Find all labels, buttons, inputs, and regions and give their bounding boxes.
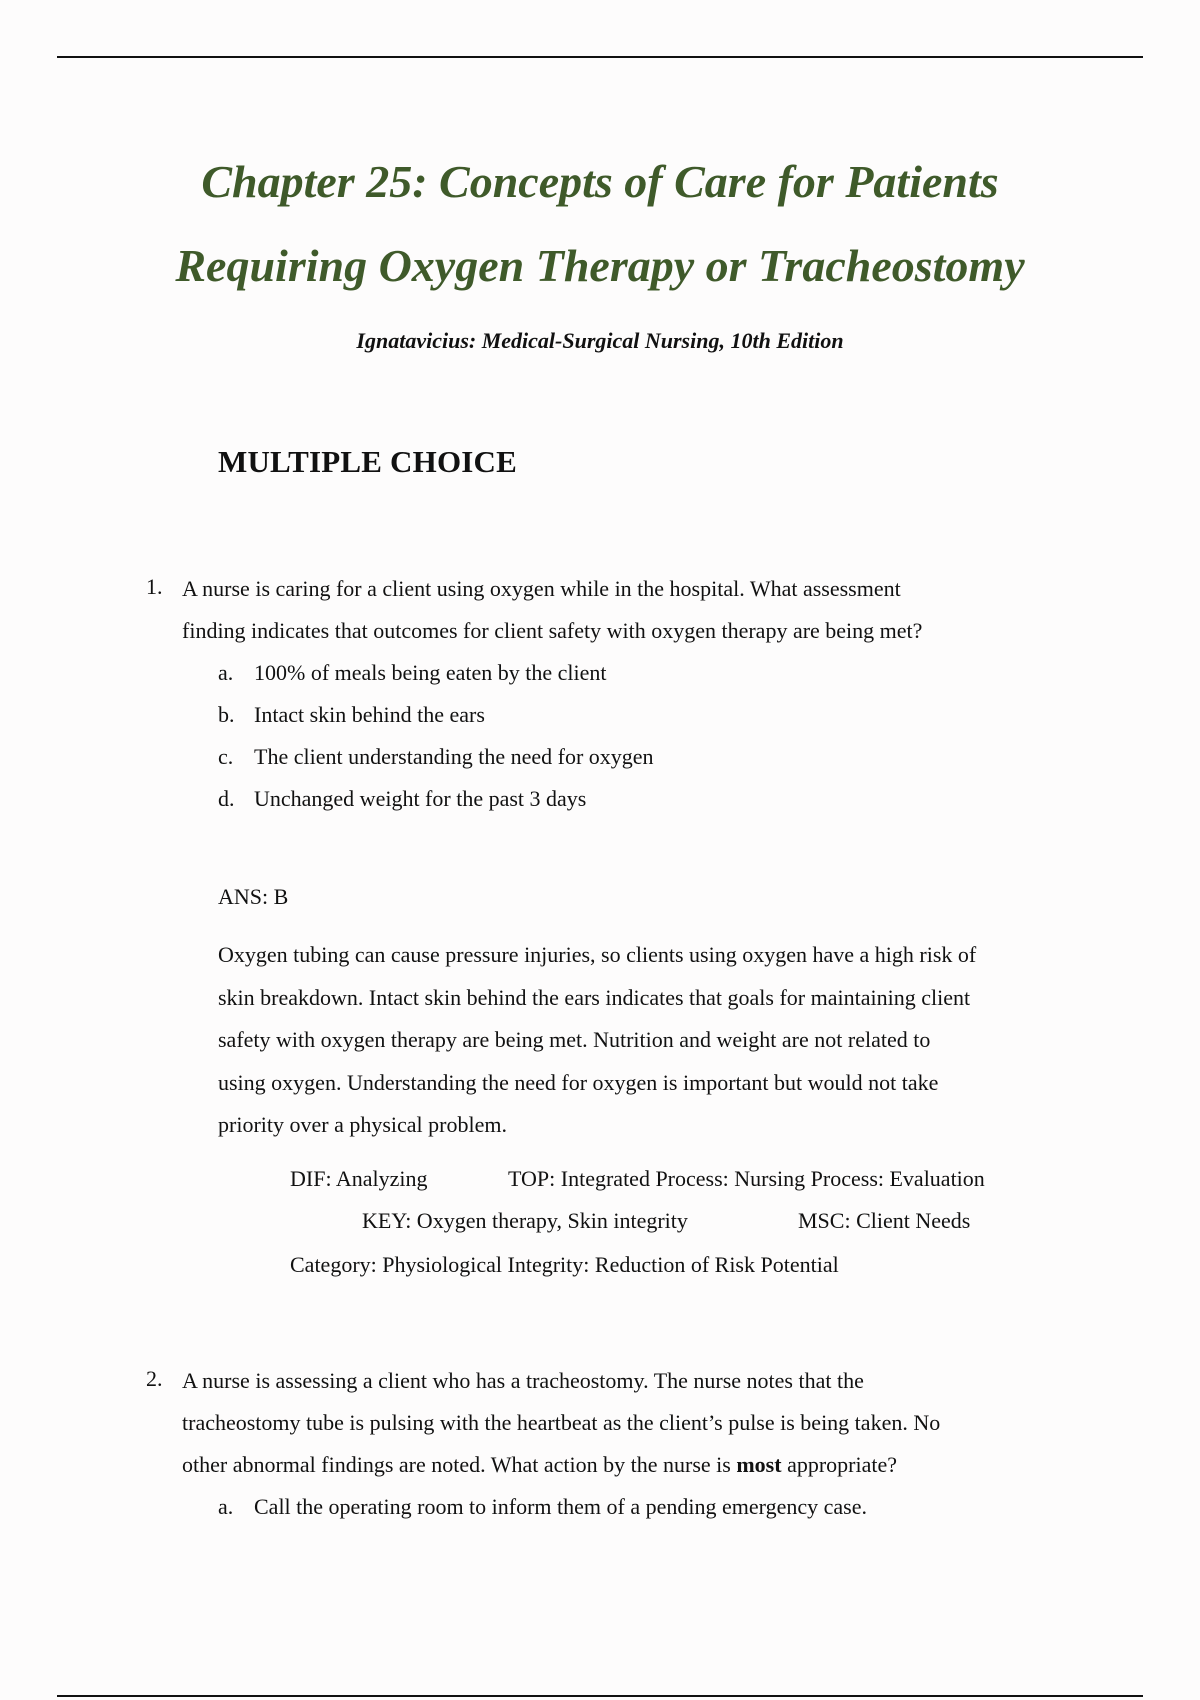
option-text: 100% of meals being eaten by the client — [254, 660, 607, 685]
option-letter: a. — [218, 660, 234, 685]
option-text: Unchanged weight for the past 3 days — [254, 786, 587, 811]
question-2-option-a — [218, 1486, 867, 1528]
rationale-line: priority over a physical problem. — [218, 1112, 507, 1137]
chapter-title — [0, 140, 1200, 308]
option-text: Intact skin behind the ears — [254, 702, 485, 727]
question-2-number: 2. — [146, 1366, 163, 1391]
option-letter: b. — [218, 702, 235, 727]
question-1-number: 1. — [146, 574, 163, 599]
option-letter: d. — [218, 786, 235, 811]
stem-text: other abnormal findings are noted. What action by the nurse is — [182, 1452, 737, 1477]
option-letter: c. — [218, 744, 234, 769]
option-text: Call the operating room to inform them of a pending emergency case. — [254, 1494, 867, 1519]
chapter-title-line-1: Chapter 25: Concepts of Care for Patients — [201, 156, 999, 207]
bottom-rule — [57, 1695, 1143, 1697]
question-1-option-d — [218, 778, 586, 820]
option-text: The client understanding the need for oxygen — [254, 744, 654, 769]
question-1-category: Category: Physiological Integrity: Reduction of Risk Potential — [290, 1252, 839, 1277]
option-letter: a. — [218, 1494, 234, 1519]
question-2-stem-line-2: tracheostomy tube is pulsing with the heartbeat as the client’s pulse is being taken. No — [182, 1410, 941, 1435]
rationale-line: skin breakdown. Intact skin behind the ears indicates that goals for maintaining client — [218, 984, 971, 1010]
book-subtitle: Ignatavicius: Medical-Surgical Nursing, 10th Edition — [356, 328, 844, 353]
section-heading: MULTIPLE CHOICE — [218, 444, 517, 479]
question-1-option-b — [218, 694, 485, 736]
rationale-line: safety with oxygen therapy are being met. Nutrition and weight are not related to — [218, 1027, 931, 1052]
question-1-option-a — [218, 652, 607, 694]
question-1-rationale — [218, 934, 1078, 1147]
stem-emphasis: most — [736, 1452, 782, 1477]
question-1-answer: ANS: B — [218, 884, 289, 909]
question-1-stem-line-1: A nurse is caring for a client using oxygen while in the hospital. What assessment — [182, 576, 901, 601]
question-1-stem-line-2: finding indicates that outcomes for client safety with oxygen therapy are being met? — [182, 618, 923, 643]
chapter-title-line-2: Requiring Oxygen Therapy or Tracheostomy — [175, 240, 1025, 291]
top-rule — [57, 56, 1143, 58]
rationale-line: using oxygen. Understanding the need for oxygen is important but would not take — [218, 1069, 939, 1095]
stem-text: appropriate? — [781, 1452, 897, 1477]
question-2-stem-line-1: A nurse is assessing a client who has a tracheostomy. The nurse notes that the — [182, 1368, 864, 1393]
question-1-keywords: KEY: Oxygen therapy, Skin integrity — [362, 1208, 688, 1233]
question-1-msc: MSC: Client Needs — [798, 1208, 971, 1233]
question-2-stem-line-3 — [182, 1444, 1082, 1486]
question-1-option-c — [218, 736, 654, 778]
rationale-line: Oxygen tubing can cause pressure injuries, so clients using oxygen have a high risk of — [218, 942, 977, 967]
question-1-topic: TOP: Integrated Process: Nursing Process: Evaluation — [508, 1166, 985, 1191]
question-1-difficulty: DIF: Analyzing — [290, 1166, 428, 1191]
